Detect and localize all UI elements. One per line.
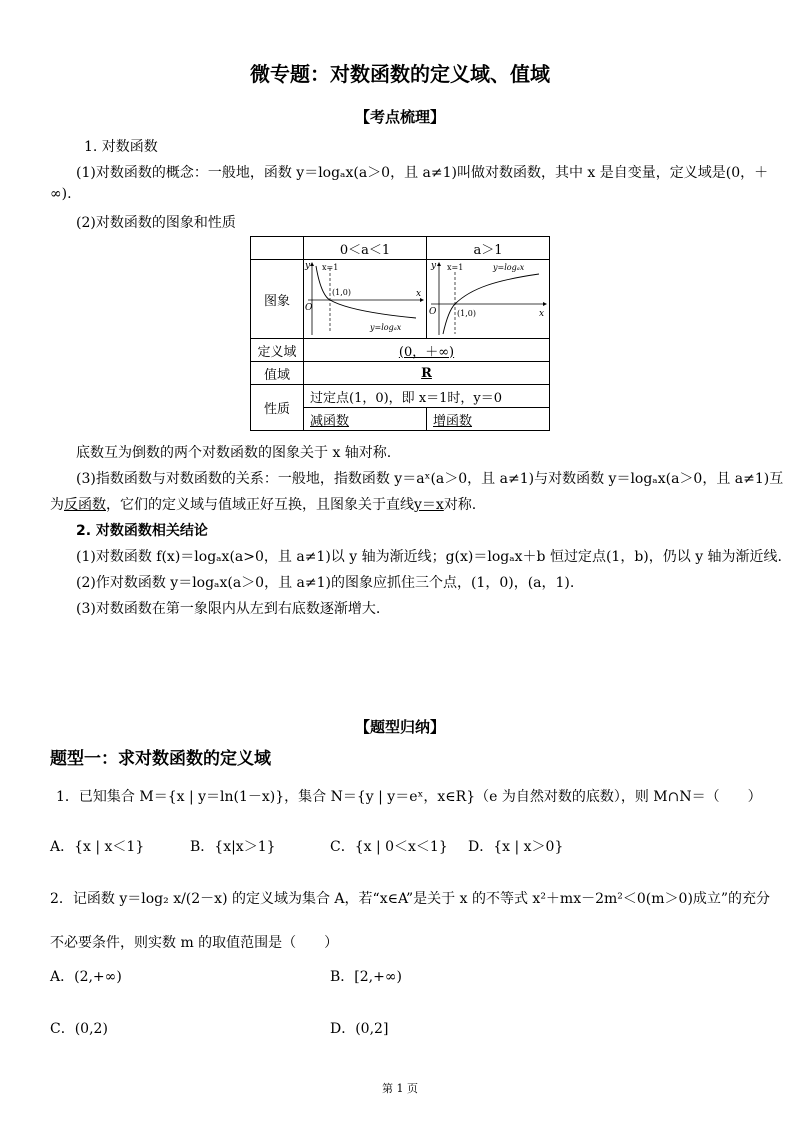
paragraph-3-line-1: (3)指数函数与对数函数的关系：一般地，指数函数 y＝aˣ(a＞0，且 a≠1)与对数函数 y＝logₐx(a＞0，且 a≠1)互	[76, 471, 784, 487]
table-col-b: a＞1	[427, 237, 550, 260]
page-footer: 第 1 页	[382, 1082, 418, 1095]
graph-right-x1-label: x=1	[447, 263, 464, 272]
table-row-props: 性质	[251, 385, 304, 431]
log-function-table	[250, 236, 550, 431]
question-2-line-1: 2．记函数 y＝log₂ x/(2－x) 的定义域为集合 A，若“x∈A”是关于 x 的不等式 x²＋mx－2m²＜0(m＞0)成立”的充分	[50, 891, 771, 907]
table-row-graph: 图象	[251, 260, 304, 339]
graph-left-curve-label: y=logₐx	[370, 323, 402, 332]
table-col-a: 0＜a＜1	[304, 237, 427, 260]
p3-text-e: 对称.	[443, 497, 477, 513]
table-row-domain: 定义域	[251, 339, 304, 362]
q1-option-d: D．{x | x＞0}	[468, 839, 564, 855]
table-props-decreasing: 减函数	[304, 408, 427, 431]
graph-left-origin: O	[305, 303, 313, 313]
p3-line-yx: y＝x	[414, 497, 444, 513]
type-1-heading: 题型一：求对数函数的定义域	[50, 749, 271, 769]
q2-option-b: B．[2,+∞)	[330, 969, 402, 985]
graph-right-y-label: y	[431, 261, 437, 271]
q2-option-c: C．(0,2)	[50, 1021, 108, 1037]
table-range-value: R	[304, 362, 550, 385]
graph-left-y-label: y	[305, 261, 311, 271]
q1-option-c: C．{x | 0＜x＜1}	[330, 839, 448, 855]
graph-increasing-cell	[427, 260, 550, 339]
table-domain-value: (0，＋∞)	[304, 339, 550, 362]
p3-inverse-function: 反函数	[64, 497, 106, 513]
conclusion-2: (2)作对数函数 y＝logₐx(a＞0，且 a≠1)的图象应抓住三个点，(1，0)，(a，1).	[76, 575, 575, 591]
paragraph-1-line-1: (1)对数函数的概念：一般地，函数 y＝logₐx(a＞0，且 a≠1)叫做对数函数，其中 x 是自变量，定义域是(0，＋	[76, 165, 769, 181]
graph-right-curve-label: y=logₐx	[493, 263, 525, 272]
p3-text-a: 为	[50, 497, 64, 513]
conclusion-1: (1)对数函数 f(x)＝logₐx(a>0，且 a≠1)以 y 轴为渐近线；g(x)＝logₐx＋b 恒过定点(1，b)，仍以 y 轴为渐近线.	[76, 549, 783, 565]
review-heading: 【考点梳理】	[354, 108, 445, 126]
note-line: 底数互为倒数的两个对数函数的图象关于 x 轴对称.	[76, 445, 392, 461]
paragraph-1-line-2: ∞).	[50, 186, 72, 202]
paragraph-2: (2)对数函数的图象和性质	[76, 215, 236, 231]
table-row-range: 值域	[251, 362, 304, 385]
page-title: 微专题：对数函数的定义域、值域	[250, 62, 550, 86]
conclusion-3: (3)对数函数在第一象限内从左到右底数逐渐增大.	[76, 601, 381, 617]
section-1-heading: 1. 对数函数	[84, 139, 158, 155]
graph-left-point: (1,0)	[332, 288, 351, 297]
graph-increasing	[427, 260, 549, 338]
q2-option-d: D．(0,2]	[330, 1021, 389, 1037]
table-props-fixed-point: 过定点(1，0)，即 x＝1时，y＝0	[304, 385, 550, 408]
q2-option-a: A．(2,+∞)	[50, 969, 122, 985]
question-2-line-2: 不必要条件，则实数 m 的取值范围是（ ）	[50, 935, 339, 951]
q1-option-a: A．{x | x＜1}	[50, 839, 145, 855]
question-1: 1．已知集合 M＝{x | y＝ln(1－x)}，集合 N＝{y | y＝eˣ，x∈R}（e 为自然对数的底数），则 M∩N＝（ ）	[56, 789, 762, 805]
graph-left-x1-label: x=1	[322, 263, 339, 272]
paragraph-3-line-2	[50, 494, 476, 514]
graph-left-x-label: x	[416, 289, 422, 299]
section-2-heading: 2. 对数函数相关结论	[76, 523, 208, 539]
graph-decreasing-cell	[304, 260, 427, 339]
graph-right-point: (1,0)	[457, 309, 476, 318]
q1-option-b: B．{x|x＞1}	[190, 839, 276, 855]
graph-decreasing	[304, 260, 426, 338]
graph-right-x-label: x	[539, 309, 545, 319]
graph-right-origin: O	[429, 307, 437, 317]
types-heading: 【题型归纳】	[354, 718, 445, 736]
p3-text-c: ，它们的定义域与值域正好互换，且图象关于直线	[106, 497, 414, 513]
table-props-increasing: 增函数	[427, 408, 550, 431]
table-corner	[251, 237, 304, 260]
